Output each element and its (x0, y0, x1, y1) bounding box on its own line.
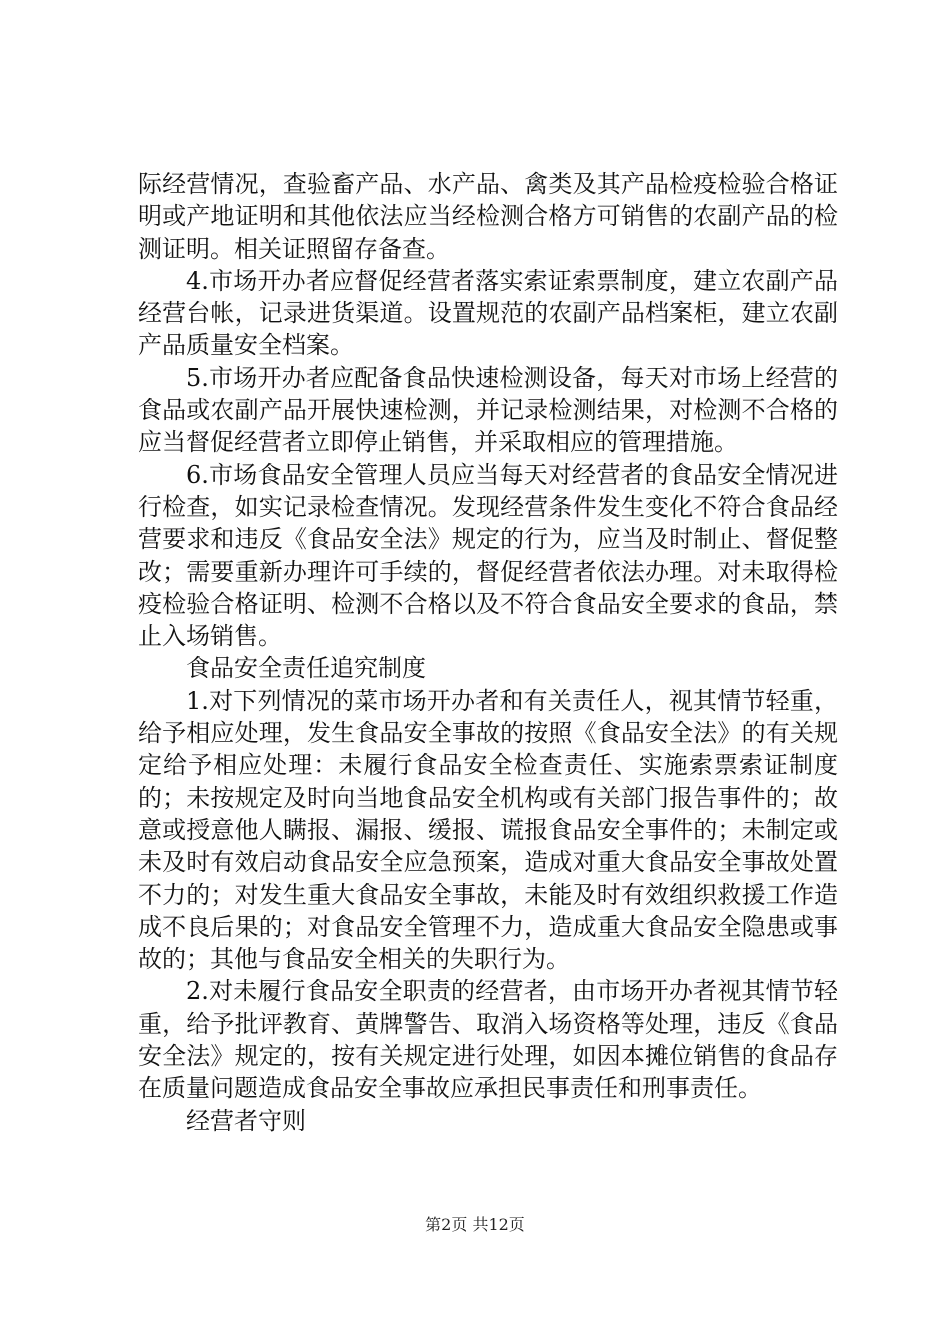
document-body (138, 168, 838, 1137)
section-heading: 经营者守则 (186, 1106, 306, 1135)
paragraph: 6.市场食品安全管理人员应当每天对经营者的食品安全情况进行检查，如实记录检查情况。发现经营条件发生变化不符合食品经营要求和违反《食品安全法》规定的行为，应当及时制止、督促整改；需要重新办理许可手续的，督促经营者依法办理。对未取得检疫检验合格证明、检测不合格以及不符合食品安全要求的食品，禁止入场销售。 (138, 460, 838, 651)
paragraph: 5.市场开办者应配备食品快速检测设备，每天对市场上经营的食品或农副产品开展快速检测，并记录检测结果，对检测不合格的应当督促经营者立即停止销售，并采取相应的管理措施。 (138, 363, 838, 457)
paragraph: 2.对未履行食品安全职责的经营者，由市场开办者视其情节轻重，给予批评教育、黄牌警告、取消入场资格等处理，违反《食品安全法》规定的，按有关规定进行处理，如因本摊位销售的食品存在质量问题造成食品安全事故应承担民事责任和刑事责任。 (138, 977, 838, 1103)
page-number-footer: 第2页 共12页 (425, 1215, 525, 1234)
paragraph: 际经营情况，查验畜产品、水产品、禽类及其产品检疫检验合格证明或产地证明和其他依法应当经检测合格方可销售的农副产品的检测证明。相关证照留存备查。 (138, 170, 838, 263)
paragraph: 4.市场开办者应督促经营者落实索证索票制度，建立农副产品经营台帐，记录进货渠道。设置规范的农副产品档案柜，建立农副产品质量安全档案。 (138, 266, 838, 360)
paragraph: 1.对下列情况的菜市场开办者和有关责任人，视其情节轻重，给予相应处理，发生食品安全事故的按照《食品安全法》的有关规定给予相应处理：未履行食品安全检查责任、实施索票索证制度的；未按规定及时向当地食品安全机构或有关部门报告事件的；故意或授意他人瞒报、漏报、缓报、谎报食品安全事件的；未制定或未及时有效启动食品安全应急预案，造成对重大食品安全事故处置不力的；对发生重大食品安全事故，未能及时有效组织救援工作造成不良后果的；对食品安全管理不力，造成重大食品安全隐患或事故的；其他与食品安全相关的失职行为。 (138, 686, 838, 974)
section-heading: 食品安全责任追究制度 (186, 654, 426, 683)
